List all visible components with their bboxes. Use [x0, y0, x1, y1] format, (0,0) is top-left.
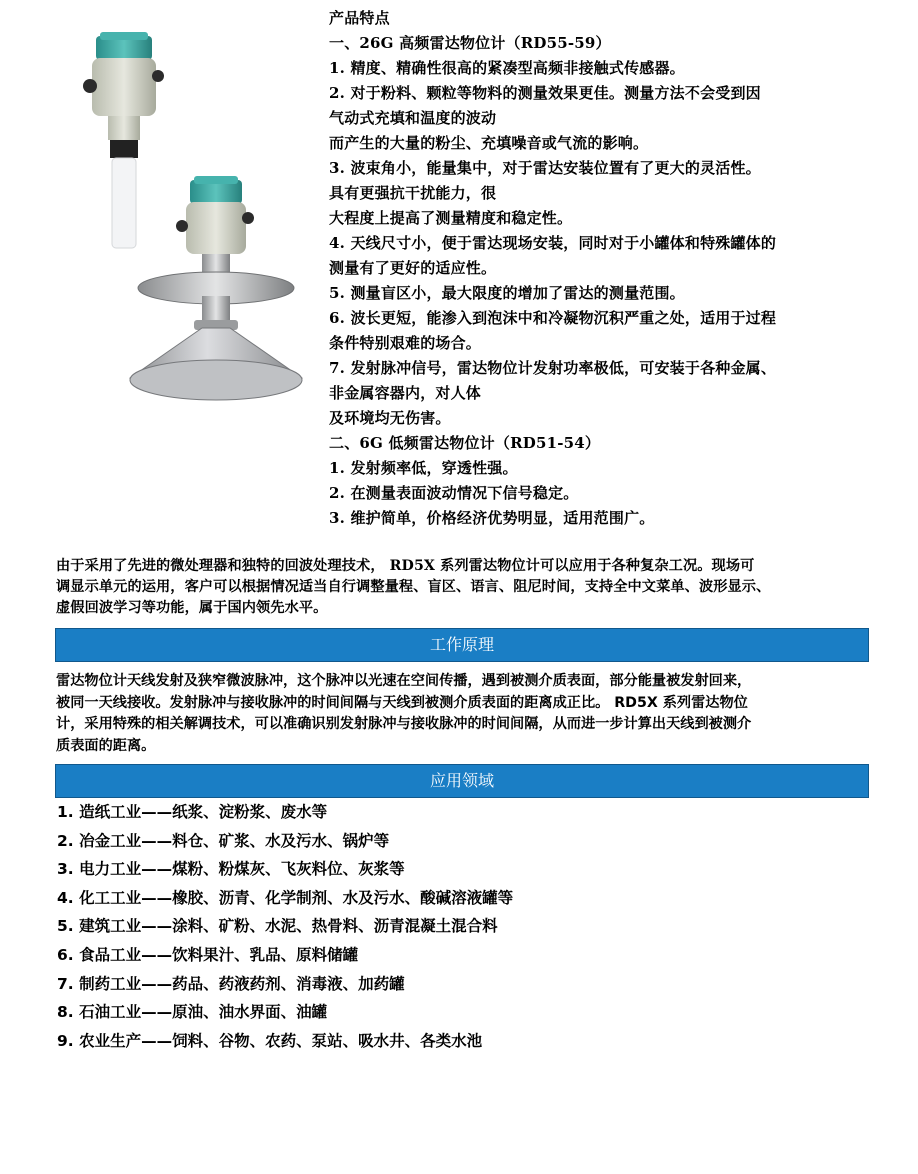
- feature-line: 测量有了更好的适应性。: [329, 259, 497, 277]
- feature-line: 1. 发射频率低，穿透性强。: [329, 459, 518, 477]
- section-header-fields: 应用领域: [55, 764, 869, 798]
- list-item: 8. 石油工业——原油、油水界面、油罐: [57, 1003, 328, 1022]
- radar-sensor-26g-illustration: [83, 32, 164, 248]
- principle-paragraph: [56, 671, 872, 757]
- radar-sensor-6g-illustration: [130, 176, 302, 400]
- list-item: 3. 电力工业——煤粉、粉煤灰、飞灰料位、灰浆等: [57, 860, 405, 879]
- list-item: 9. 农业生产——饲料、谷物、农药、泵站、吸水井、各类水池: [57, 1031, 483, 1050]
- intro-line: 虚假回波学习等功能，属于国内领先水平。: [56, 600, 328, 616]
- principle-line: 雷达物位计天线发射及狭窄微波脉冲，这个脉冲以光速在空间传播，遇到被测介质表面，部分能量被发射回来，: [56, 673, 752, 689]
- feature-line: 5. 测量盲区小，最大限度的增加了雷达的测量范围。: [329, 284, 685, 302]
- principle-line: 被同一天线接收。发射脉冲与接收脉冲的时间间隔与天线到被测介质表面的距离成正比。 RD5X 系列雷达物位: [56, 694, 748, 711]
- list-item: 2. 冶金工业——料仓、矿浆、水及污水、锅炉等: [57, 831, 390, 850]
- list-item: 6. 食品工业——饮料果汁、乳品、原料储罐: [57, 945, 359, 964]
- feature-line: 非金属容器内，对人体: [329, 384, 482, 402]
- product-features: [329, 6, 877, 531]
- product-images: [82, 28, 314, 418]
- list-item: 7. 制药工业——药品、药液药剂、消毒液、加药罐: [57, 974, 405, 993]
- feature-line: 3. 波束角小，能量集中，对于雷达安装位置有了更大的灵活性。: [329, 159, 761, 177]
- feature-line: 2. 对于粉料、颗粒等物料的测量效果更佳。测量方法不会受到因: [329, 84, 761, 102]
- feature-line: 条件特别艰难的场合。: [329, 334, 482, 352]
- feature-line: 一、26G 高频雷达物位计（RD55-59）: [329, 34, 611, 52]
- feature-line: 及环境均无伤害。: [329, 409, 451, 427]
- feature-line: 具有更强抗干扰能力，很: [329, 184, 497, 202]
- feature-line: 二、6G 低频雷达物位计（RD51-54）: [329, 434, 601, 452]
- features-heading: 产品特点: [329, 9, 390, 27]
- feature-line: 而产生的大量的粉尘、充填噪音或气流的影响。: [329, 134, 649, 152]
- principle-line: 计，采用特殊的相关解调技术，可以准确识别发射脉冲与接收脉冲的时间间隔，从而进一步计算出天线到被测介: [56, 716, 752, 732]
- feature-line: 2. 在测量表面波动情况下信号稳定。: [329, 484, 579, 502]
- list-item: 1. 造纸工业——纸浆、淀粉浆、废水等: [57, 803, 328, 821]
- principle-line: 质表面的距离。: [56, 737, 156, 754]
- feature-line: 气动式充填和温度的波动: [329, 109, 497, 127]
- list-item: 5. 建筑工业——涂料、矿粉、水泥、热骨料、沥青混凝土混合料: [57, 917, 498, 936]
- feature-line: 4. 天线尺寸小，便于雷达现场安装，同时对于小罐体和特殊罐体的: [329, 234, 777, 252]
- intro-line: 调显示单元的运用，客户可以根据情况适当自行调整量程、盲区、语言、阻尼时间，支持全中文菜单、波形显示、: [56, 579, 771, 595]
- application-fields-list: [57, 798, 837, 1055]
- list-item: 4. 化工工业——橡胶、沥青、化学制剂、水及污水、酸碱溶液罐等: [57, 888, 514, 907]
- feature-line: 7. 发射脉冲信号，雷达物位计发射功率极低，可安装于各种金属、: [329, 359, 777, 377]
- feature-line: 6. 波长更短，能渗入到泡沫中和冷凝物沉积严重之处，适用于过程: [329, 309, 777, 327]
- intro-paragraph: [56, 556, 872, 619]
- intro-line: 由于采用了先进的微处理器和独特的回波处理技术， RD5X 系列雷达物位计可以应用于各种复杂工况。现场可: [56, 558, 755, 574]
- feature-line: 大程度上提高了测量精度和稳定性。: [329, 209, 573, 227]
- feature-line: 1. 精度、精确性很高的紧凑型高频非接触式传感器。: [329, 59, 685, 77]
- section-header-principle: 工作原理: [55, 628, 869, 662]
- feature-line: 3. 维护简单，价格经济优势明显，适用范围广。: [329, 509, 655, 527]
